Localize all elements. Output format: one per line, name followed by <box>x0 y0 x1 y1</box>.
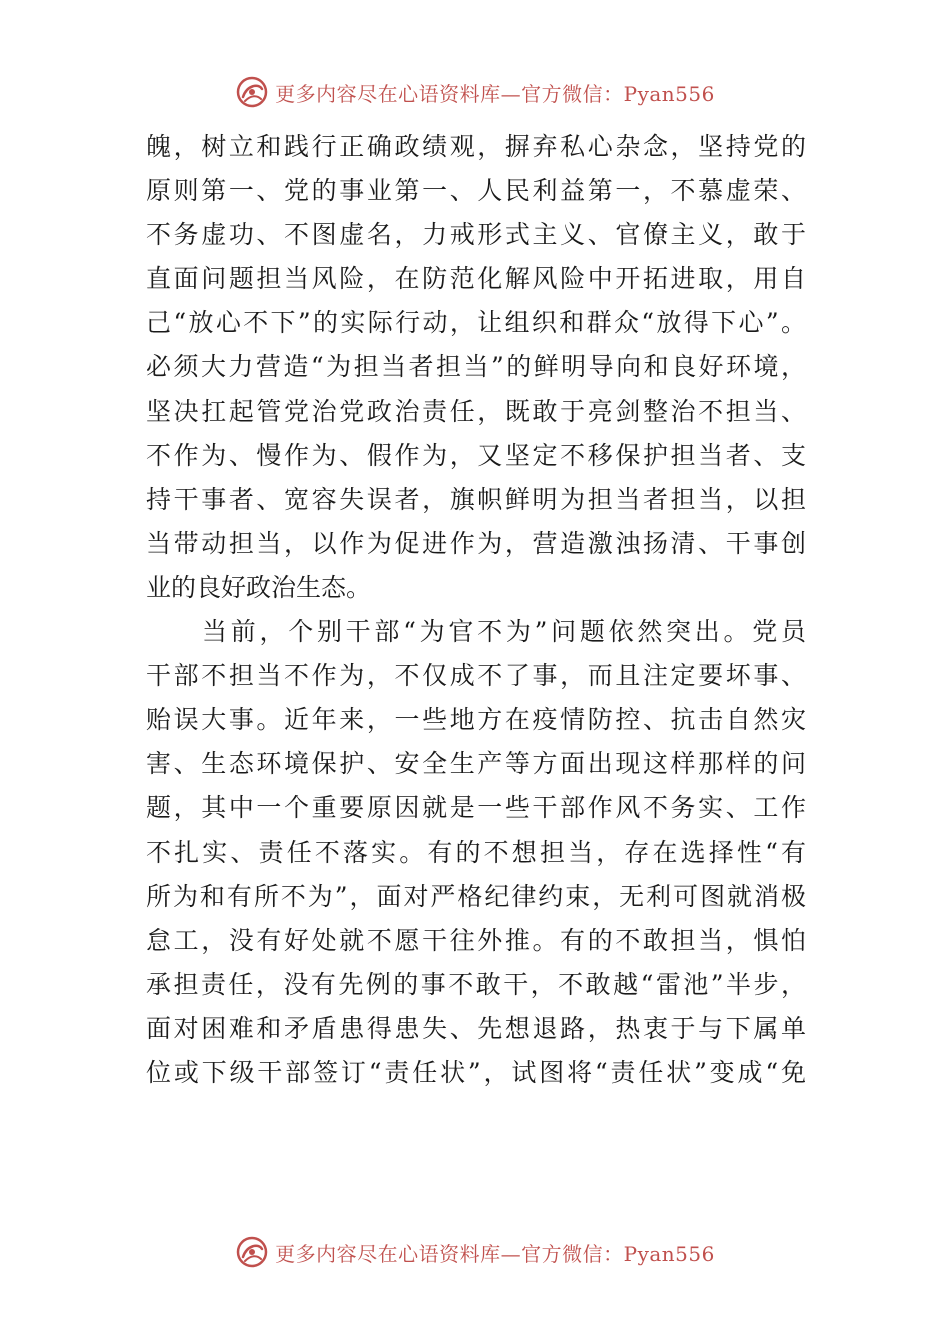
text-line: 不扎实、责任不落实。有的不想担当，存在选择性“有 <box>146 837 806 867</box>
header-banner <box>0 72 950 112</box>
text-line: 位或下级干部签订“责任状”，试图将“责任状”变成“免 <box>146 1057 806 1087</box>
text-line: 持干事者、宽容失误者，旗帜鲜明为担当者担当，以担 <box>146 484 806 514</box>
text-line: 面对困难和矛盾患得患失、先想退路，热衷于与下属单 <box>146 1013 806 1043</box>
swirl-logo-icon <box>235 75 269 109</box>
text-line: 贻误大事。近年来，一些地方在疫情防控、抗击自然灾 <box>146 705 806 735</box>
text-line: 直面问题担当风险，在防范化解风险中开拓进取，用自 <box>146 264 806 294</box>
document-body <box>146 125 806 1095</box>
header-banner-text: 更多内容尽在心语资料库—官方微信：Pyan556 <box>275 81 715 106</box>
text-line: 坚决扛起管党治党政治责任，既敢于亮剑整治不担当、 <box>146 396 806 426</box>
text-line: 干部不担当不作为，不仅成不了事，而且注定要坏事、 <box>146 661 806 691</box>
footer-banner <box>0 1232 950 1272</box>
text-line: 必须大力营造“为担当者担当”的鲜明导向和良好环境， <box>146 352 806 382</box>
text-line: 题，其中一个重要原因就是一些干部作风不务实、工作 <box>146 793 806 823</box>
text-line: 己“放心不下”的实际行动，让组织和群众“放得下心”。 <box>146 308 806 338</box>
text-line: 业的良好政治生态。 <box>146 572 372 602</box>
text-line: 不务虚功、不图虚名，力戒形式主义、官僚主义，敢于 <box>146 220 806 250</box>
text-line: 魄，树立和践行正确政绩观，摒弃私心杂念，坚持党的 <box>146 132 806 161</box>
text-line: 当带动担当，以作为促进作为，营造激浊扬清、干事创 <box>146 528 806 558</box>
text-line: 所为和有所不为”，面对严格纪律约束，无利可图就消极 <box>146 881 806 911</box>
text-line: 害、生态环境保护、安全生产等方面出现这样那样的问 <box>146 749 806 779</box>
text-line: 原则第一、党的事业第一、人民利益第一，不慕虚荣、 <box>146 176 806 206</box>
text-line: 承担责任，没有先例的事不敢干，不敢越“雷池”半步， <box>146 969 806 999</box>
paragraph-1 <box>146 125 806 610</box>
text-line: 当前，个别干部“为官不为”问题依然突出。党员 <box>202 617 806 647</box>
swirl-logo-icon <box>235 1235 269 1269</box>
paragraph-2 <box>146 610 806 1095</box>
text-line: 怠工，没有好处就不愿干往外推。有的不敢担当，惧怕 <box>146 925 806 955</box>
text-line: 不作为、慢作为、假作为，又坚定不移保护担当者、支 <box>146 440 806 470</box>
footer-banner-text: 更多内容尽在心语资料库—官方微信：Pyan556 <box>275 1241 715 1266</box>
